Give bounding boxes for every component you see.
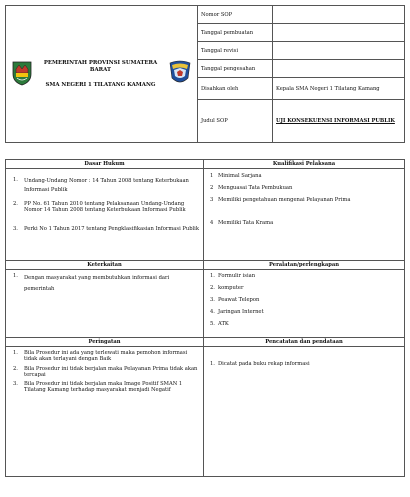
header-label-tanggal-pembuatan: Tanggal pembuatan	[198, 24, 273, 42]
section-kualifikasi	[204, 169, 405, 261]
list-item: 4 Memiliki Tata Krama	[210, 220, 274, 227]
header-label-tanggal-revisi: Tanggal revisi	[198, 42, 273, 60]
section-title-peringatan: Peringatan	[6, 337, 204, 346]
section-dasar-hukum	[6, 169, 204, 261]
school-emblem-icon	[168, 60, 192, 88]
org-line2: BARAT	[89, 66, 112, 73]
province-emblem-icon	[11, 60, 33, 88]
header-value-tanggal-pengesahan	[273, 60, 405, 78]
section-title-pencatatan: Pencatatan dan pendataan	[204, 337, 405, 346]
list-item: 1 Minimal Sarjana	[210, 173, 262, 180]
list-item: 1. Bila Prosedur ini ada yang terlewati maka pemohon informasi tidak akan terlayani dengan Baik	[13, 350, 188, 363]
header-value-tanggal-pembuatan	[273, 24, 405, 42]
header-label-judul: Judul SOP	[198, 100, 273, 143]
header-logo-cell	[6, 6, 198, 143]
list-item: 2. PP No. 61 Tahun 2010 tentang Pelaksanaan Undang-Undang Nomor 14 Tahun 2008 tentang Keterbukaan Informasi Publik	[13, 201, 186, 214]
header-organization	[44, 60, 157, 89]
list-item: 4. Jaringan Internet	[210, 309, 264, 316]
header-label-disahkan: Disahkan oleh	[198, 78, 273, 100]
section-title-dasar-hukum: Dasar Hukum	[6, 160, 204, 169]
section-peringatan	[6, 347, 204, 477]
school-name: SMA NEGERI 1 TILATANG KAMANG	[45, 81, 156, 88]
section-pencatatan	[204, 347, 405, 477]
section-keterkaitan	[6, 270, 204, 337]
section-title-keterkaitan: Keterkaitan	[6, 261, 204, 270]
list-item: 2 Menguasai Tata Pembukuan	[210, 185, 293, 192]
section-peralatan	[204, 270, 405, 337]
list-item: 3. Bila Prosedur ini tidak berjalan maka Image Positif SMAN 1 Tilatang Kamang terhadap masyarakat menjadi Negatif	[13, 380, 183, 394]
section-title-kualifikasi: Kualifikasi Pelaksana	[204, 160, 405, 169]
section-title-peralatan: Peralatan/perlengkapan	[204, 261, 405, 270]
header-label-tanggal-pengesahan: Tanggal pengesahan	[198, 60, 273, 78]
list-item: 1. Undang-Undang Nomor : 14 Tahun 2008 tentang Keterbukaan Informasi Publik	[13, 177, 189, 194]
header-value-disahkan: Kepala SMA Negeri 1 Tilatang Kamang	[273, 78, 405, 100]
header-label-nomor: Nomor SOP	[198, 6, 273, 24]
list-item: 1. Dengan masyarakat yang membutuhkan informasi dari pemerintah	[13, 273, 170, 293]
org-line1: PEMERINTAH PROVINSI SUMATERA	[43, 59, 158, 66]
header-value-tanggal-revisi	[273, 42, 405, 60]
list-item: 2. Bila Prosedur ini tidak berjalan maka Pelayanan Prima tidak akan tercapai	[13, 365, 198, 378]
list-item: 1. Dicatat pada buku rekap informasi	[210, 361, 310, 368]
list-item: 1. Formulir isian	[210, 273, 256, 280]
sop-body-table	[5, 159, 405, 477]
list-item: 5. ATK	[210, 321, 229, 328]
list-item: 3. Peawat Telepon	[210, 297, 260, 304]
header-value-nomor	[273, 6, 405, 24]
header-value-judul: UJI KONSEKUENSI INFORMASI PUBLIK	[273, 100, 405, 143]
list-item: 2. komputer	[210, 285, 244, 292]
list-item: 3. Perki No 1 Tahun 2017 tentang Pengklasifikasian Informasi Publik	[13, 225, 199, 232]
sop-header-table	[5, 5, 405, 143]
list-item: 3 Memiliki pengetahuan mengenai Pelayanan Prima	[210, 197, 351, 204]
